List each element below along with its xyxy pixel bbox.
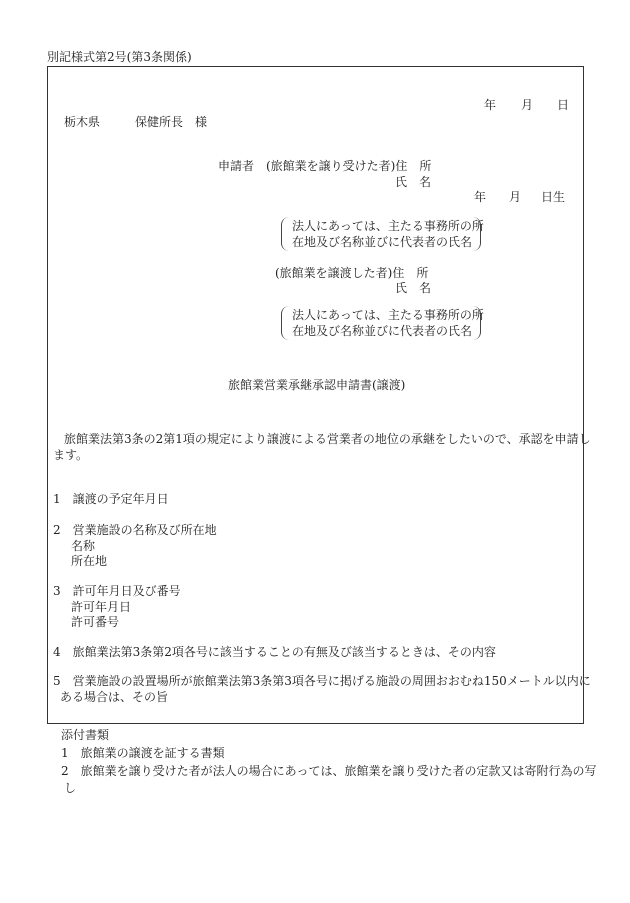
applicant-corporate-note-line1: 法人にあっては、主たる事務所の所 [292, 219, 484, 233]
item-facility-vicinity-line1: 5 営業施設の設置場所が旅館業法第3条第3項各号に掲げる施設の周囲おおむね150メートル以内に [53, 674, 591, 688]
body-text-line1: 旅館業法第3条の2第1項の規定により譲渡による営業者の地位の承継をしたいので、承認を申請し [64, 432, 591, 446]
item-disqualification: 4 旅館業法第3条第2項各号に該当することの有無及び該当するときは、その内容 [53, 645, 496, 659]
attachments-heading: 添付書類 [61, 728, 110, 742]
applicant-name-label: 氏 名 [395, 175, 432, 189]
transferor-name-label: 氏 名 [395, 281, 432, 295]
item-facility-location: 所在地 [71, 554, 108, 568]
item-facility-name: 名称 [71, 539, 96, 553]
applicant-corporate-note [281, 217, 484, 251]
form-label: 別記様式第2号(第3条関係) [47, 50, 192, 64]
addressee-prefecture: 栃木県 [64, 115, 101, 129]
attachment-1: 1 旅館業の譲渡を証する書類 [61, 746, 225, 760]
item-transfer-date: 1 譲渡の予定年月日 [53, 492, 169, 506]
date-day-label: 日 [557, 98, 570, 112]
transferor-corporate-note [281, 306, 484, 340]
item-permit-date-number: 3 許可年月日及び番号 [53, 584, 181, 598]
item-facility-name-location: 2 営業施設の名称及び所在地 [53, 523, 217, 537]
item-permit-date: 許可年月日 [71, 600, 132, 614]
date-month-label: 月 [521, 98, 534, 112]
attachment-2-line1: 2 旅館業を譲り受けた者が法人の場合にあっては、旅館業を譲り受けた者の定款又は寄附行為の写 [61, 764, 597, 778]
transferor-corporate-note-line1: 法人にあっては、主たる事務所の所 [292, 308, 484, 322]
item-permit-number: 許可番号 [71, 615, 120, 629]
birth-month-label: 月 [509, 190, 522, 204]
birth-year-label: 年 [474, 190, 487, 204]
applicant-corporate-note-line2: 在地及び名称並びに代表者の氏名 [292, 235, 473, 249]
body-text-line2: ます。 [53, 448, 89, 462]
document-title: 旅館業営業承継承認申請書(譲渡) [228, 378, 406, 392]
applicant-address-label: 申請者 (旅館業を譲り受けた者)住 所 [218, 159, 432, 173]
attachment-2-line2: し [64, 781, 77, 795]
transferor-corporate-note-line2: 在地及び名称並びに代表者の氏名 [292, 324, 473, 338]
date-year-label: 年 [484, 98, 497, 112]
addressee-title: 保健所長 様 [135, 115, 208, 129]
birth-day-label: 日生 [541, 190, 566, 204]
item-facility-vicinity-line2: ある場合は、その旨 [60, 690, 169, 704]
transferor-address-label: (旅館業を譲渡した者)住 所 [275, 266, 429, 280]
